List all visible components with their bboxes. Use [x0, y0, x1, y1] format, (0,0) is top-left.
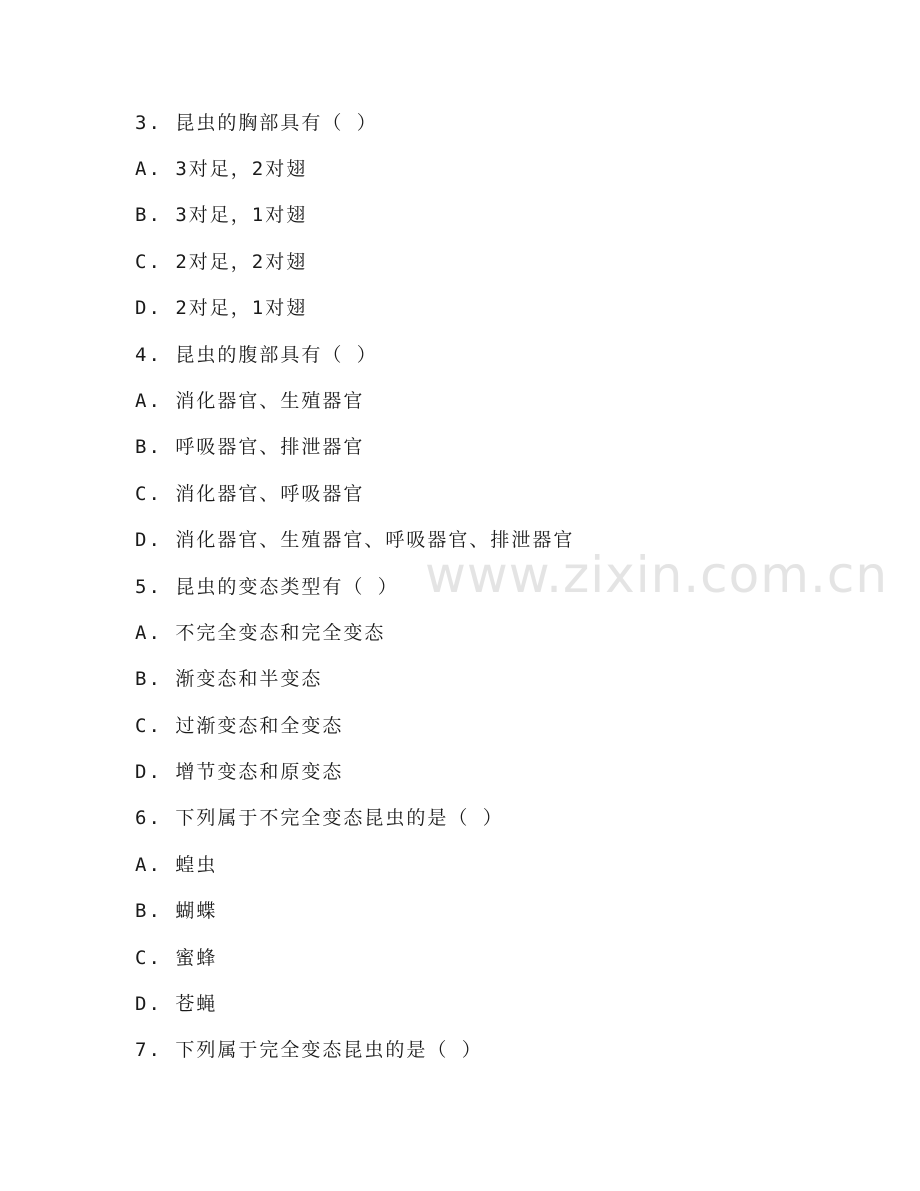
option-6a: A. 蝗虫 [135, 854, 218, 876]
option-5a: A. 不完全变态和完全变态 [135, 622, 386, 644]
option-4c: C. 消化器官、呼吸器官 [135, 483, 365, 505]
question-3: 3. 昆虫的胸部具有（ ） [135, 112, 378, 134]
option-3c: C. 2对足，2对翅 [135, 251, 308, 273]
option-5b: B. 渐变态和半变态 [135, 668, 323, 690]
option-3a: A. 3对足，2对翅 [135, 158, 308, 180]
watermark: www.zixin.com.cn [425, 546, 889, 604]
option-3d: D. 2对足，1对翅 [135, 297, 308, 319]
option-3b: B. 3对足，1对翅 [135, 204, 308, 226]
option-4d: D. 消化器官、生殖器官、呼吸器官、排泄器官 [135, 529, 575, 551]
option-6b: B. 蝴蝶 [135, 900, 218, 922]
option-5c: C. 过渐变态和全变态 [135, 715, 344, 737]
option-4a: A. 消化器官、生殖器官 [135, 390, 365, 412]
option-5d: D. 增节变态和原变态 [135, 761, 344, 783]
option-6c: C. 蜜蜂 [135, 947, 218, 969]
option-4b: B. 呼吸器官、排泄器官 [135, 436, 365, 458]
question-6: 6. 下列属于不完全变态昆虫的是（ ） [135, 807, 504, 829]
option-6d: D. 苍蝇 [135, 993, 218, 1015]
question-7: 7. 下列属于完全变态昆虫的是（ ） [135, 1039, 483, 1061]
question-4: 4. 昆虫的腹部具有（ ） [135, 344, 378, 366]
question-5: 5. 昆虫的变态类型有（ ） [135, 576, 399, 598]
